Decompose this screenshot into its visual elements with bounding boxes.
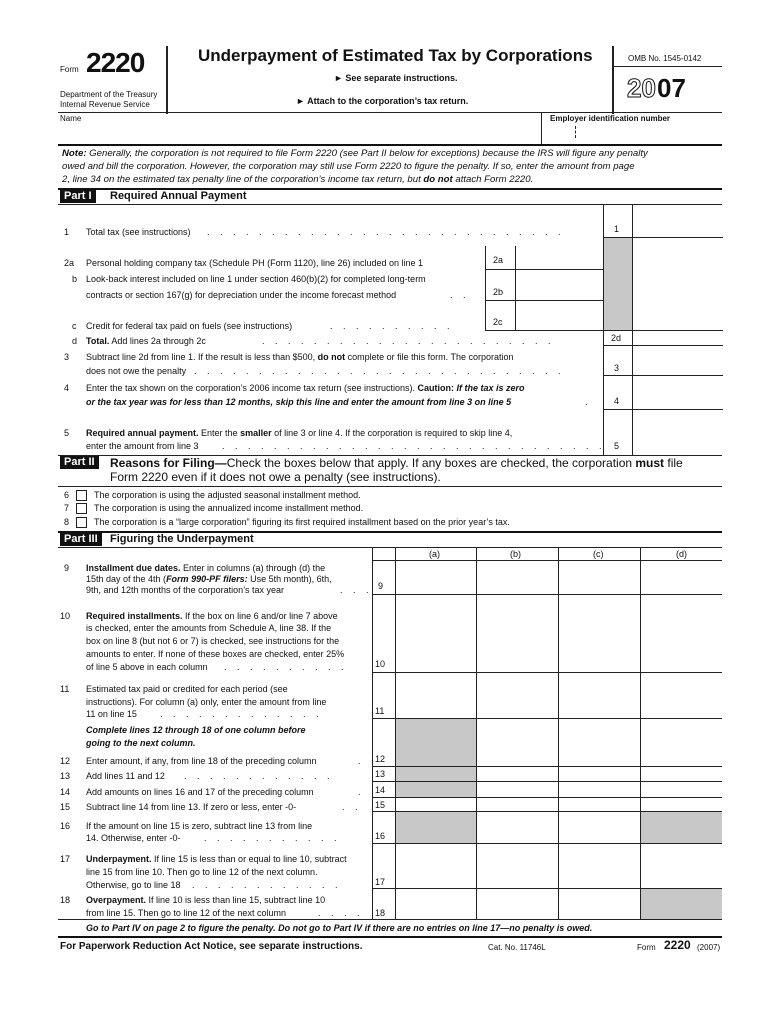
line14-column-d-field[interactable]	[642, 783, 721, 796]
line15-column-a-field[interactable]	[397, 799, 475, 810]
line1-label: Total tax (see instructions)	[86, 227, 191, 237]
line-number: d	[72, 336, 78, 346]
leader-dots: .	[358, 756, 365, 766]
leader-dots: . . . . . . . . . . . .	[184, 771, 334, 781]
line-number: 11	[60, 684, 70, 694]
line12-column-c-field[interactable]	[560, 720, 639, 765]
line-number: 8	[64, 517, 70, 527]
part2-title-1: Reasons for Filing—Check the boxes below that apply. If any boxes are checked, the corporation must file	[110, 456, 683, 470]
line-number: 12	[60, 756, 71, 766]
line11-column-a-field[interactable]	[397, 674, 475, 717]
line13-column-b-field[interactable]	[478, 768, 557, 780]
line-number: b	[72, 274, 78, 284]
complete-lines-note-1: Complete lines 12 through 18 of one column before	[86, 725, 306, 735]
leader-dots: . . . . . . . . . . . . . . . . . . . . . . .	[262, 336, 555, 346]
line16-column-b-field[interactable]	[478, 813, 557, 842]
line9-column-b-field[interactable]	[478, 562, 557, 593]
go-to-part4-note: Go to Part IV on page 2 to figure the penalty. Do not go to Part IV if there are no entries on line 17—no penalty is owed.	[86, 923, 593, 933]
box-label: 13	[375, 769, 386, 779]
line3-label-2: does not owe the penalty	[86, 366, 187, 376]
line8-label: The corporation is a “large corporation” figuring its first required installment based on the prior year’s tax.	[94, 517, 510, 527]
box-label: 2c	[493, 317, 503, 327]
line12-column-d-field[interactable]	[642, 720, 721, 765]
line2c-label: Credit for federal tax paid on fuels (see instructions)	[86, 321, 293, 331]
line5-amount-field[interactable]	[634, 411, 720, 454]
box-label: 2b	[493, 287, 504, 297]
part2-title-2: Form 2220 even if it does not owe a penalty (see instructions).	[110, 470, 441, 484]
line16-label-1: If the amount on line 15 is zero, subtract line 13 from line	[86, 821, 313, 831]
line-number: 10	[60, 611, 71, 621]
form-word: Form	[60, 65, 79, 74]
line13-column-c-field[interactable]	[560, 768, 639, 780]
line18-column-b-field[interactable]	[478, 890, 557, 918]
line17-column-b-field[interactable]	[478, 845, 557, 887]
line2a-amount-field[interactable]	[517, 247, 601, 268]
line14-column-c-field[interactable]	[560, 783, 639, 796]
line-number: c	[72, 321, 77, 331]
line-number: 1	[64, 227, 70, 237]
line6-label: The corporation is using the adjusted seasonal installment method.	[94, 490, 361, 500]
line14-label: Add amounts on lines 16 and 17 of the preceding column	[86, 787, 314, 797]
leader-dots: . . . . . . . . . . .	[204, 833, 341, 843]
note-line3: 2, line 34 on the estimated tax penalty line of the corporation’s income tax return, but do not attach Form 2220.	[62, 174, 534, 185]
line2d-amount-field[interactable]	[634, 331, 720, 344]
leader-dots: . . . .	[318, 908, 364, 918]
part1-label: Part I	[60, 190, 96, 203]
leader-dots: . . . . . . . . . . . . . . . . . . . . . . . . . . . . .	[194, 366, 565, 376]
line3-amount-field[interactable]	[634, 346, 720, 374]
line-number: 2a	[64, 258, 75, 268]
line11-label-2: instructions). For column (a) only, enter the amount from line	[86, 697, 327, 707]
line17-label-3: Otherwise, go to line 18	[86, 880, 181, 890]
line17-column-a-field[interactable]	[397, 845, 475, 887]
line-number: 17	[60, 854, 71, 864]
line10-label-2: is checked, enter the amounts from Schedule A, line 38. If the	[86, 623, 332, 633]
line5-label-2: enter the amount from line 3	[86, 441, 199, 451]
name-label: Name	[60, 114, 82, 123]
footer-year: (2007)	[697, 943, 721, 952]
ein-label: Employer identification number	[550, 114, 671, 123]
column-a-header: (a)	[429, 549, 440, 559]
note-line2: owed and bill the corporation. However, the corporation may still use Form 2220 to figure the penalty. If so, enter the amount from page	[62, 161, 635, 172]
box-label: 4	[614, 396, 620, 406]
line15-label: Subtract line 14 from line 13. If zero or less, enter -0-	[86, 802, 297, 812]
line10-column-a-field[interactable]	[397, 596, 475, 671]
line-number: 5	[64, 428, 70, 438]
box-label: 15	[375, 800, 386, 810]
line13-label: Add lines 11 and 12	[86, 771, 165, 781]
line12-label: Enter amount, if any, from line 18 of the preceding column	[86, 756, 317, 766]
department-line1: Department of the Treasury	[60, 90, 158, 99]
line4-label-1: Enter the tax shown on the corporation’s 2006 income tax return (see instructions). Caution: If the tax is zero	[86, 383, 525, 393]
form-number: 2220	[86, 47, 145, 78]
line5-label-1: Required annual payment. Enter the smaller of line 3 or line 4. If the corporation is required to skip line 4,	[86, 428, 513, 438]
line2b-label-1: Look-back interest included on line 1 under section 460(b)(2) for completed long-term	[86, 274, 426, 284]
line9-label-2: 15th day of the 4th (Form 990-PF filers: Use 5th month), 6th,	[86, 574, 332, 584]
box-label: 12	[375, 754, 386, 764]
leader-dots: .	[358, 787, 365, 797]
line15-column-b-field[interactable]	[478, 799, 557, 810]
line11-label-3: 11 on line 15	[86, 709, 137, 719]
line-number: 14	[60, 787, 71, 797]
line15-column-d-field[interactable]	[642, 799, 721, 810]
line9-column-c-field[interactable]	[560, 562, 639, 593]
part3-title: Figuring the Underpayment	[110, 533, 254, 545]
line13-column-d-field[interactable]	[642, 768, 721, 780]
box-label: 5	[614, 441, 620, 451]
line15-column-c-field[interactable]	[560, 799, 639, 810]
tax-year-bold: 07	[657, 73, 686, 103]
line12-column-b-field[interactable]	[478, 720, 557, 765]
column-b-header: (b)	[510, 549, 521, 559]
box-label: 17	[375, 877, 386, 887]
line-number: 3	[64, 352, 70, 362]
line-number: 7	[64, 503, 70, 513]
line11-column-d-field[interactable]	[642, 674, 721, 717]
complete-lines-note-2: going to the next column.	[86, 738, 196, 748]
ein-field[interactable]	[548, 124, 718, 140]
paperwork-notice: For Paperwork Reduction Act Notice, see separate instructions.	[60, 941, 363, 952]
line2b-amount-field[interactable]	[517, 271, 601, 299]
box-label: 3	[614, 363, 620, 373]
column-d-header: (d)	[676, 549, 687, 559]
see-instructions: ► See separate instructions.	[334, 73, 458, 83]
box-label: 9	[378, 581, 384, 591]
line-number: 15	[60, 802, 71, 812]
line11-column-c-field[interactable]	[560, 674, 639, 717]
leader-dots: . . . . . . . . . . . . .	[160, 709, 323, 719]
line2c-amount-field[interactable]	[517, 302, 601, 329]
leader-dots: . . . . . . . . . .	[224, 662, 348, 672]
box-label: 18	[375, 908, 386, 918]
part2-label: Part II	[60, 456, 99, 469]
note-line1: Note: Generally, the corporation is not required to file Form 2220 (see Part II below for exceptions) because the IRS will figure any penalty	[62, 148, 648, 159]
leader-dots: . . .	[340, 585, 373, 595]
name-field[interactable]	[60, 124, 535, 138]
line8-checkbox[interactable]	[76, 517, 87, 528]
line17-column-d-field[interactable]	[642, 845, 721, 887]
line9-label-1: Installment due dates. Enter in columns (a) through (d) the	[86, 563, 326, 573]
line6-checkbox[interactable]	[76, 490, 87, 501]
line3-label-1: Subtract line 2d from line 1. If the result is less than $500, do not complete or file this form. The corporation	[86, 352, 514, 362]
line17-column-c-field[interactable]	[560, 845, 639, 887]
omb-number: OMB No. 1545-0142	[628, 54, 702, 63]
line10-label-4: amounts to enter. If none of these boxes are checked, enter 25%	[86, 649, 345, 659]
department-line2: Internal Revenue Service	[60, 100, 150, 109]
box-label: 10	[375, 659, 386, 669]
line9-label-3: 9th, and 12th months of the corporation’s tax year	[86, 585, 284, 595]
line10-column-b-field[interactable]	[478, 596, 557, 671]
line2b-label-2: contracts or section 167(g) for depreciation under the income forecast method	[86, 290, 397, 300]
line11-column-b-field[interactable]	[478, 674, 557, 717]
line17-label-1: Underpayment. If line 15 is less than or equal to line 10, subtract	[86, 854, 347, 864]
line-number: 9	[64, 563, 70, 573]
box-label: 14	[375, 785, 386, 795]
leader-dots: .	[585, 397, 592, 407]
line10-label-1: Required installments. If the box on line 6 and/or line 7 above	[86, 611, 338, 621]
form-title: Underpayment of Estimated Tax by Corporations	[198, 46, 593, 65]
leader-dots: . .	[342, 802, 362, 812]
box-label: 11	[375, 706, 385, 716]
line4-amount-field[interactable]	[634, 376, 720, 408]
line1-amount-field[interactable]	[634, 206, 720, 236]
leader-dots: . . . . . . . . . . . . . . . . . . . . . . . . . . . . . .	[222, 441, 606, 451]
line2d-label: Total. Add lines 2a through 2c	[86, 336, 206, 346]
line7-checkbox[interactable]	[76, 503, 87, 514]
line9-column-d-field[interactable]	[642, 562, 721, 593]
box-label: 16	[375, 831, 386, 841]
attach-instructions: ► Attach to the corporation’s tax return.	[296, 96, 469, 106]
line-number: 18	[60, 895, 71, 905]
line10-column-c-field[interactable]	[560, 596, 639, 671]
footer-form-number: 2220	[664, 938, 691, 952]
leader-dots: . . . . . . . . . . . .	[192, 880, 342, 890]
line18-label-2: from line 15. Then go to line 12 of the next column	[86, 908, 286, 918]
column-c-header: (c)	[593, 549, 604, 559]
line10-column-d-field[interactable]	[642, 596, 721, 671]
leader-dots: . . . . . . . . . .	[330, 321, 454, 331]
footer-form-word: Form	[637, 943, 656, 952]
tax-year-outline: 20	[627, 73, 656, 103]
line18-column-a-field[interactable]	[397, 890, 475, 918]
line9-column-a-field[interactable]	[397, 562, 475, 593]
line16-label-2: 14. Otherwise, enter -0-	[86, 833, 181, 843]
catalog-number: Cat. No. 11746L	[488, 943, 546, 952]
box-label: 2a	[493, 255, 504, 265]
leader-dots: . . . . . . . . . . . . . . . . . . . . . . . . . . . .	[207, 227, 565, 237]
line10-label-5: of line 5 above in each column	[86, 662, 208, 672]
line18-label-1: Overpayment. If line 10 is less than line 15, subtract line 10	[86, 895, 326, 905]
box-label: 1	[614, 224, 620, 234]
line18-column-c-field[interactable]	[560, 890, 639, 918]
leader-dots: . .	[450, 290, 470, 300]
line2a-label: Personal holding company tax (Schedule PH (Form 1120), line 26) included on line 1	[86, 258, 424, 268]
part1-title: Required Annual Payment	[110, 190, 247, 202]
line-number: 13	[60, 771, 71, 781]
line-number: 4	[64, 383, 70, 393]
line10-label-3: box on line 8 (but not 6 or 7) is checked, see instructions for the	[86, 636, 340, 646]
part3-label: Part III	[60, 533, 102, 546]
line14-column-b-field[interactable]	[478, 783, 557, 796]
line16-column-c-field[interactable]	[560, 813, 639, 842]
line4-label-2: or the tax year was for less than 12 months, skip this line and enter the amount from line 3 on line 5	[86, 397, 512, 407]
line-number: 6	[64, 490, 70, 500]
line7-label: The corporation is using the annualized income installment method.	[94, 503, 364, 513]
line-number: 16	[60, 821, 71, 831]
line11-label-1: Estimated tax paid or credited for each period (see	[86, 684, 288, 694]
line17-label-2: line 15 from line 10. Then go to line 12 of the next column.	[86, 867, 318, 877]
box-label: 2d	[611, 333, 622, 343]
